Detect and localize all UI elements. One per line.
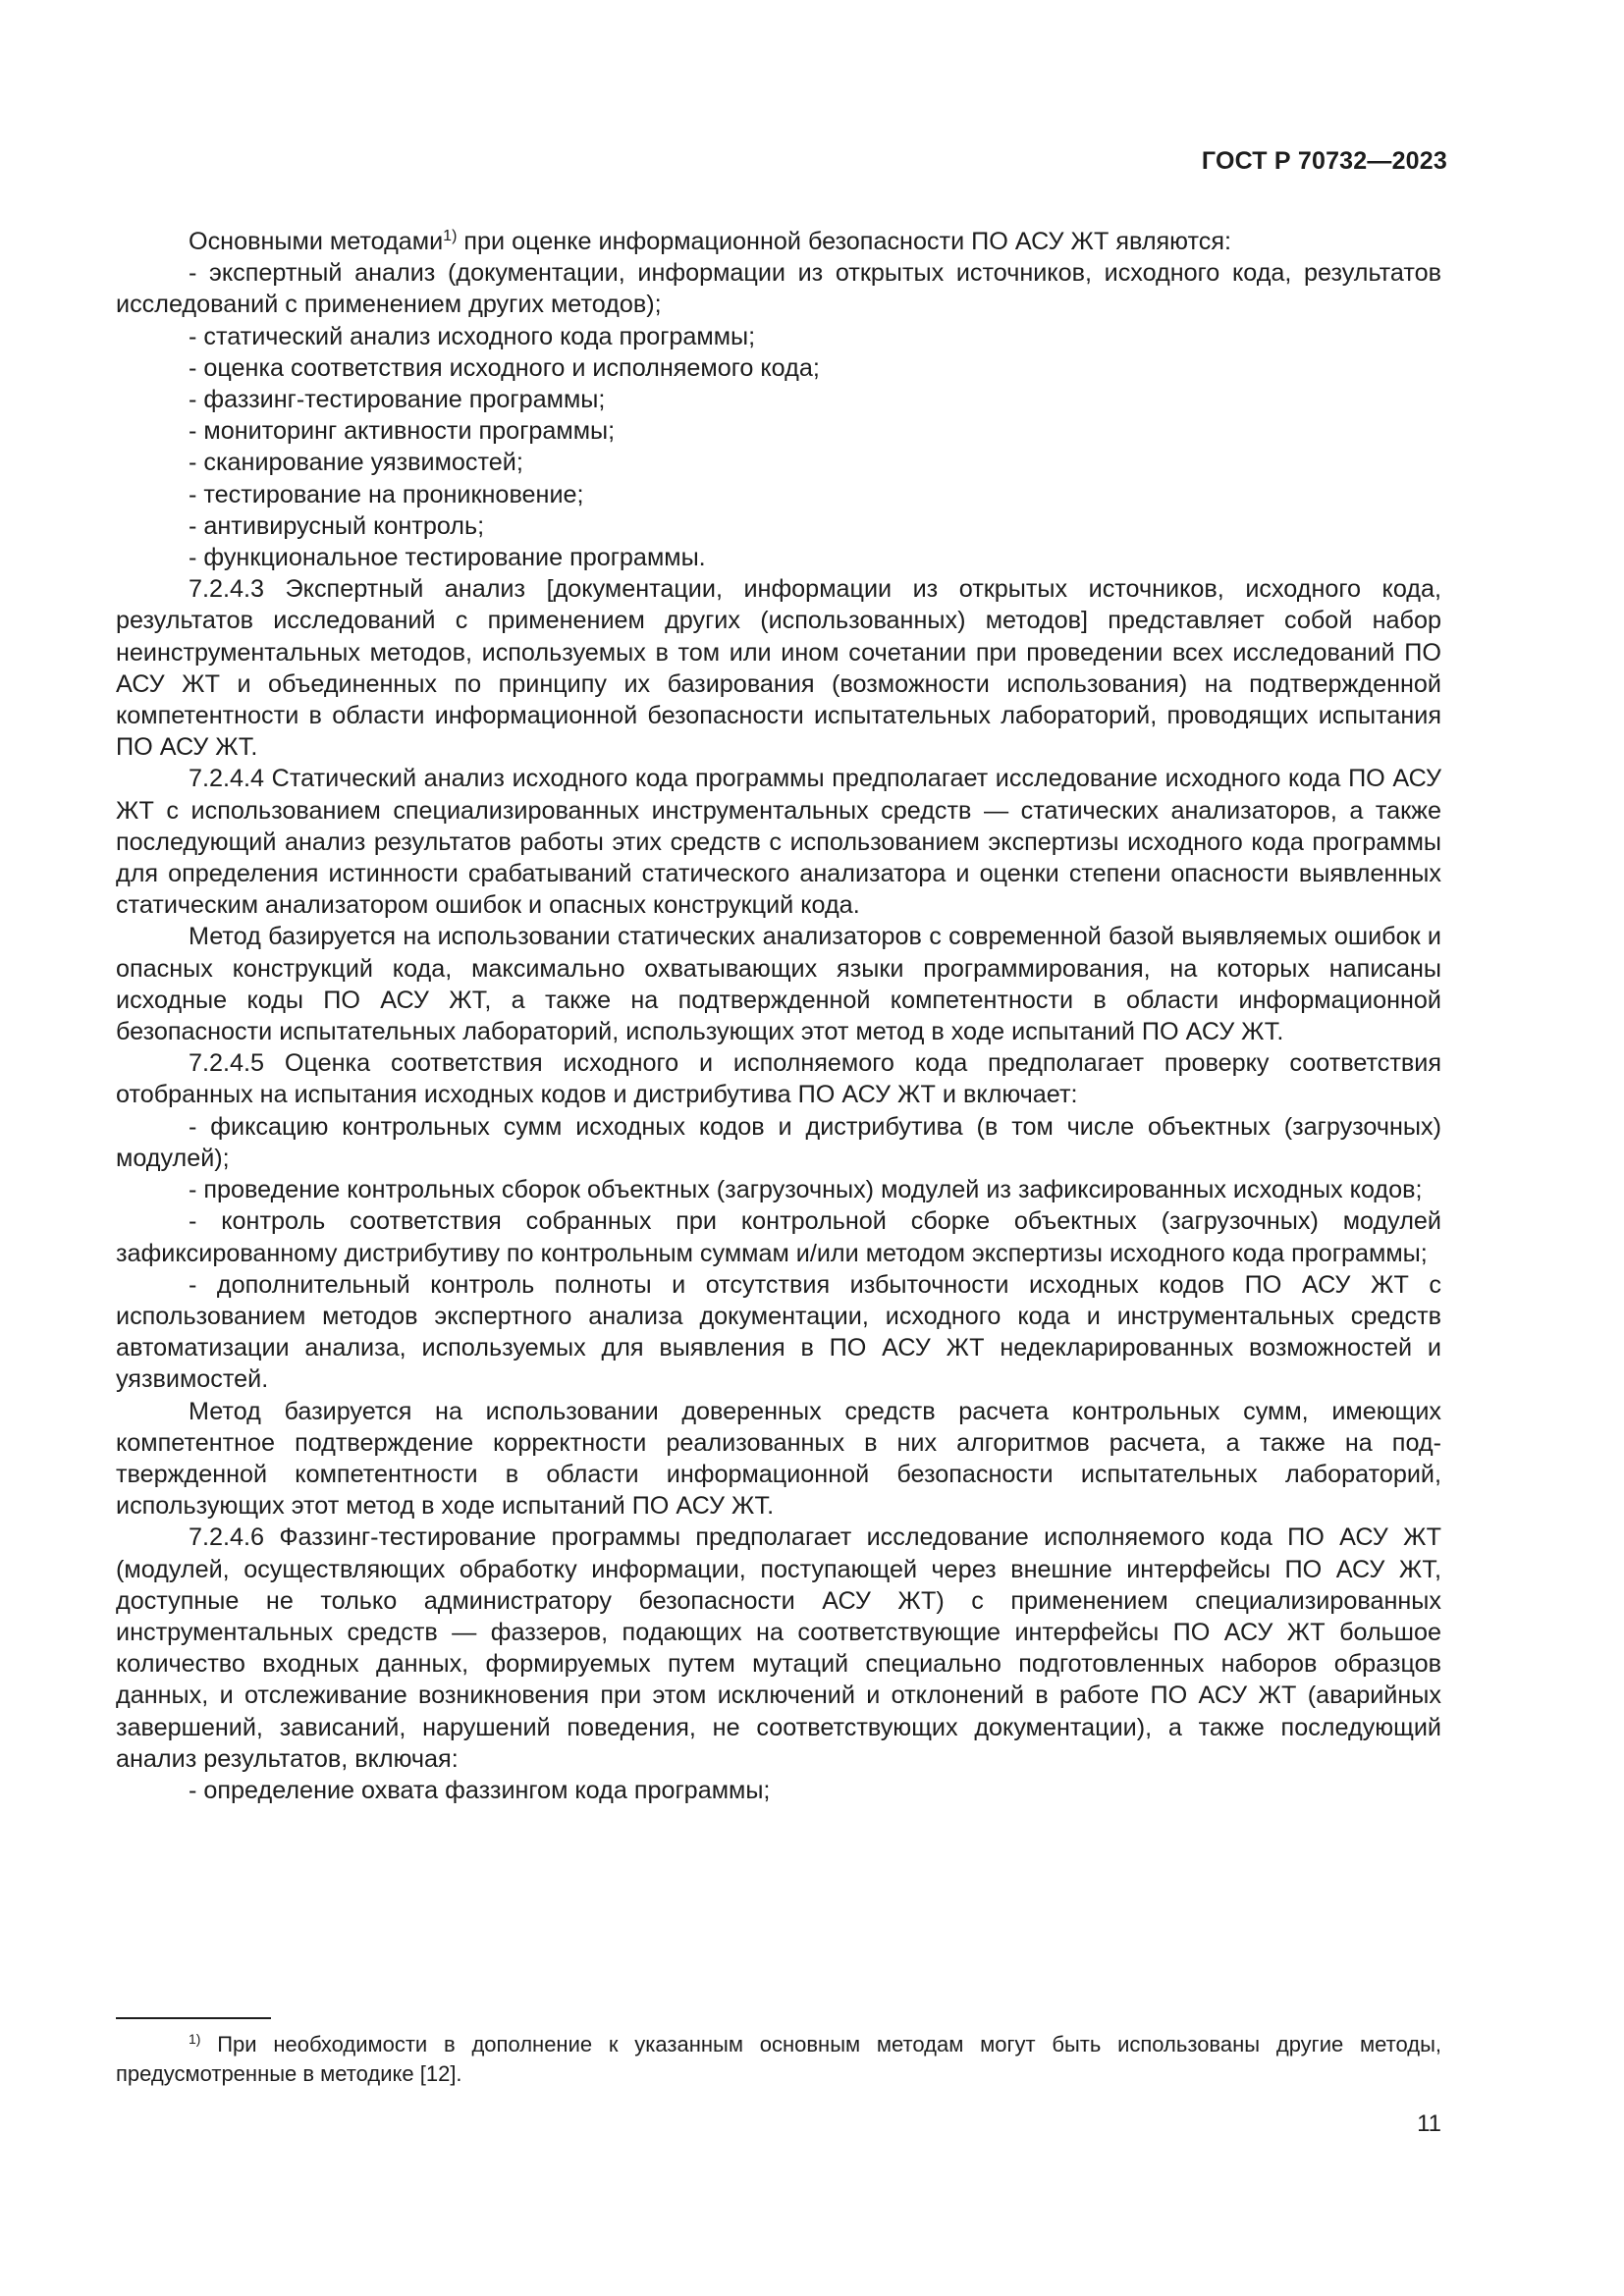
intro-text-end: при оценке информационной безопасности ПО АСУ ЖТ являются: <box>457 228 1231 255</box>
intro-paragraph <box>116 226 1441 257</box>
intro-text-start: Основными методами <box>189 228 444 255</box>
document-header-standard-number: ГОСТ Р 70732—2023 <box>1201 147 1447 175</box>
clause-7-2-4-5-paragraph: 7.2.4.5 Оценка соответствия исходного и исполняемого кода предполагает проверку соответствия отобранных на испытания исходных кодов и дистрибутива ПО АСУ ЖТ и включает: <box>116 1049 1441 1109</box>
methods-list-item: - антивирусный контроль; <box>189 511 485 540</box>
clause-7-2-4-5-list-item: - проведение контрольных сборок объектных (загрузочных) модулей из зафиксированных исходных кодов; <box>189 1176 1423 1204</box>
methods-list-item: - экспертный анализ (документации, информации из открытых источников, исходного кода, результатов исследований с применением других методов); <box>116 259 1441 319</box>
methods-list-item: - сканирование уязвимостей; <box>189 449 523 477</box>
clause-7-2-4-6-paragraph: 7.2.4.6 Фаззинг-тестирование программы предполагает исследование исполняемого кода ПО АСУ ЖТ (модулей, осуществляющих обработку информации, поступающей через внешние интерфейсы ПО АСУ ЖТ, доступные не только администратору безопасности АСУ ЖТ) с применением специализированных инструментальных средств — фаззеров, подающих на соответствующие интерфейсы ПО АСУ ЖТ большое количество входных данных, формируемых путем мутаций специально подготовленных наборов образцов данных, и отслеживание возникновения при этом исключений и отклонений в работе ПО АСУ ЖТ (аварийных завершений, зависаний, нарушений поведения, не соответствующих документации), а также последующий анализ результатов, включая: <box>116 1523 1441 1773</box>
clause-7-2-4-4-paragraph: 7.2.4.4 Статический анализ исходного кода программы предполагает исследование исходного кода ПО АСУ ЖТ с использованием специализированных инструментальных средств — статических анализаторов, а также последующий анализ результатов работы этих средств с использованием экспертизы исходного кода программы для определения истинности срабатываний статического анализатора и оценки степени опасности выявленных статическим анализатором ошибок и опасных конструкций кода. <box>116 765 1441 920</box>
methods-list-item: - статический анализ исходного кода программы; <box>189 322 756 350</box>
footnote <box>116 2030 1441 2089</box>
clause-7-2-4-5-list-item: - дополнительный контроль полноты и отсутствия избыточности исходных кодов ПО АСУ ЖТ с использованием методов экспертного анализа документации, исходного кода и инструментальных средств автоматизации анализа, используемых для выявления в ПО АСУ ЖТ недекларированных возможностей и уязвимостей. <box>116 1270 1441 1394</box>
clause-7-2-4-5-list-item: - контроль соответствия собранных при контрольной сборке объектных (загрузочных) модулей зафиксированному дистрибутиву по контрольным суммам и/или методом экспертизы исходного кода программы; <box>116 1207 1441 1267</box>
footnote-marker: 1) <box>189 2031 201 2047</box>
methods-list-item: - функциональное тестирование программы. <box>189 544 706 572</box>
page-number: 11 <box>1417 2110 1441 2137</box>
footnote-separator-line <box>116 2017 271 2019</box>
footnote-text: При необходимости в дополнение к указанным основным методам могут быть использованы другие методы, предусмотренные в методике [12]. <box>116 2032 1441 2086</box>
methods-list-item: - мониторинг активности программы; <box>189 417 616 446</box>
clause-7-2-4-5-list-item: - фиксацию контрольных сумм исходных кодов и дистрибутива (в том числе объектных (загрузочных) модулей); <box>116 1112 1441 1172</box>
methods-list-item: - тестирование на проникновение; <box>189 480 584 508</box>
clause-7-2-4-4-method-paragraph: Метод базируется на использовании статических анализаторов с современной базой выявляемых ошибок и опасных конструкций кода, максимально охватывающих языки программирования, на которых написаны исходные коды ПО АСУ ЖТ, а также на подтвержденной компетентности в области информационной безопасности испытательных лабораторий, использующих этот метод в ходе испытаний ПО АСУ ЖТ. <box>116 923 1441 1046</box>
clause-7-2-4-5-method-paragraph: Метод базируется на использовании доверенных средств расчета контрольных сумм, имеющих компетентное подтверждение корректности реализованных в них алгоритмов расчета, а также на подтвержденной компетентности в области информационной безопасности испытательных лабораторий, использующих этот метод в ходе испытаний ПО АСУ ЖТ. <box>116 1397 1441 1521</box>
footnote-reference: 1) <box>443 228 458 244</box>
clause-7-2-4-3-paragraph: 7.2.4.3 Экспертный анализ [документации, информации из открытых источников, исходного кода, результатов исследований с применением других (использованных) методов] представляет собой набор неинструментальных методов, используемых в том или ином сочетании при проведении всех исследований ПО АСУ ЖТ и объединенных по принципу их базирования (возможности использования) на подтвержденной компетентности в области информационной безопасности испытательных лабораторий, проводящих испытания ПО АСУ ЖТ. <box>116 575 1441 762</box>
main-text <box>116 226 1441 1806</box>
methods-list-item: - оценка соответствия исходного и исполняемого кода; <box>189 353 820 382</box>
methods-list-item: - фаззинг-тестирование программы; <box>189 386 606 414</box>
clause-7-2-4-6-list-item: - определение охвата фаззингом кода программы; <box>189 1776 771 1804</box>
